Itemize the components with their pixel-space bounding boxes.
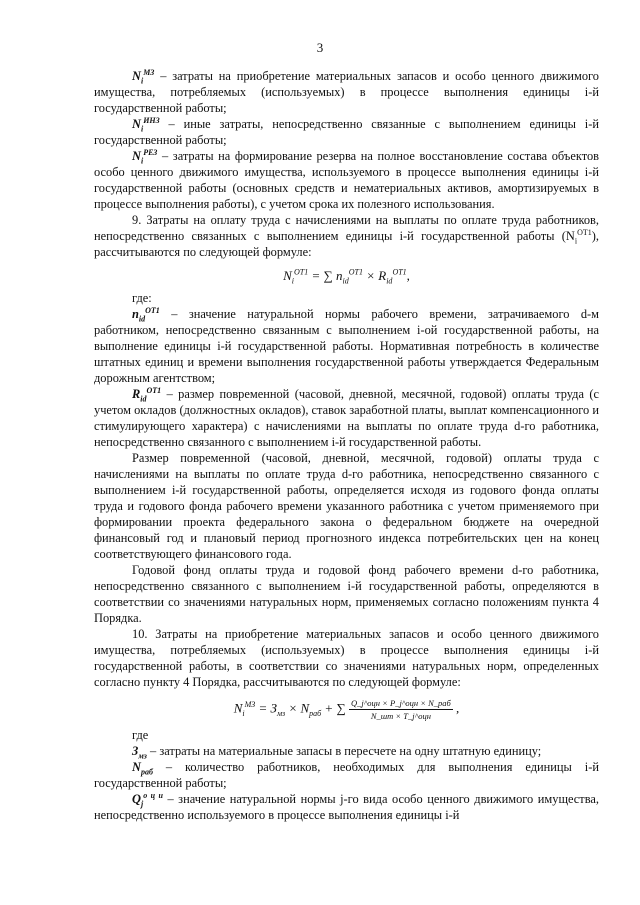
symbol: $Q_j^{о ц и}$ (132, 790, 163, 809)
definition-n-rab: $N_{раб}$ – количество работников, необходимых для выполнения единицы i-й государственной работы; (94, 760, 599, 790)
symbol: $N_i^{РЕЗ}$ (132, 147, 158, 166)
formula-mz: $N_i^{МЗ} = З_{мз} \times N_{раб}$ + ∑ $\frac{\text{Q\_j\textasciicircum{}оцн × P\_j\textasciicircum{}оцн × N\_раб}}{\text{N\_шт × T\_j\textasciicircum{}оцн}}$ , (233, 698, 460, 721)
where-label: где: (132, 291, 152, 305)
symbol: $n_{id}^{OT1}$ (132, 305, 160, 324)
symbol: $N_{раб}$ (132, 760, 153, 777)
definition-ninz: $N_i^{ИНЗ}$ – иные затраты, непосредственно связанные с выполнением единицы i-й государственной работы; (94, 115, 599, 147)
paragraph-annual-fund: Годовой фонд оплаты труда и годовой фонд рабочего времени d-го работника, непосредственно связанного с выполнением i-й государственной работы, определяются в соответствии со значениями натуральных норм, применяемых согласно положениям пункта 4 Порядка. (94, 563, 599, 625)
definition-n-id: $n_{id}^{OT1}$ – значение натуральной нормы рабочего времени, затрачиваемого d-м работником, непосредственно связанным с выполнением i-ой государственной работы, на выполнение единицы i-й государственной работы. Нормативная потребность в количестве штатных единиц и времени выполнения государственной работы утверждается Федеральным дорожным агентством; (94, 305, 599, 385)
fraction-numerator: Q_j^оцн × P_j^оцн × N_раб (350, 698, 451, 708)
symbol: $R_{id}^{OT1}$ (132, 385, 162, 404)
page-number: 3 (316, 40, 324, 55)
symbol: $N_i^{МЗ}$ (132, 67, 155, 86)
document-body (94, 68, 599, 823)
symbol: $N_i^{ИНЗ}$ (132, 115, 160, 134)
symbol: $З_{мз}$ (132, 744, 147, 761)
definition-q-j: $Q_j^{о ц и}$ – значение натуральной нормы j-го вида особо ценного движимого имущества, непосредственно используемого в процессе выполнения единицы i-й (94, 790, 599, 822)
fraction (349, 698, 453, 721)
paragraph-9: 9. Затраты на оплату труда с начислениями на выплаты по оплате труда работников, непосредственно связанных с выполнением единицы i-й государственной работы $(N_i^{ОТ1})$, рассчитываются по следующей формуле: (94, 213, 599, 259)
formula-ot1: $N_i^{OT1}$ = ∑ $n_{id}^{OT1} \times R_{id}^{OT1}$, (283, 267, 410, 286)
fraction-denominator: N_шт × T_j^оцн (370, 711, 431, 721)
where-label-2: где (132, 728, 149, 742)
paragraph-salary-size: Размер повременной (часовой, дневной, месячной, годовой) оплаты труда с начислениями на выплаты по оплате труда d-го работника, непосредственно связанного с выполнением i-й государственной работы, определяется исходя из годового фонда оплаты труда и годового фонда рабочего времени указанного работника с учетом применяемого при формировании проекта федерального закона о федеральном бюджете на очередной финансовый год и плановый период прогнозного индекса потребительских цен на конец соответствующего финансового года. (94, 451, 599, 561)
definition-z-mz: $З_{мз}$ – затраты на материальные запасы в пересчете на одну штатную единицу; (132, 744, 542, 761)
definition-r-id: $R_{id}^{OT1}$ – размер повременной (часовой, дневной, месячной, годовой) оплаты труда (с учетом окладов (должностных окладов), ставок заработной платы, выплат компенсационного и стимулирующего характера) с начислениями на выплаты по оплате труда d-го работника, непосредственно связанного с выполнением i-й государственной работы. (94, 385, 599, 449)
definition-nmz: $N_i^{МЗ}$ – затраты на приобретение материальных запасов и особо ценного движимого имущества, потребляемых (используемых) в процессе выполнения единицы i-й государственной работы; (94, 67, 599, 115)
paragraph-10: 10. Затраты на приобретение материальных запасов и особо ценного движимого имущества, потребляемых (используемых) в процессе выполнения единицы i-й государственной работы, в соответствии со значениями натуральных норм, определенных согласно пункту 4 Порядка, рассчитываются по следующей формуле: (94, 627, 599, 689)
definition-nrez: $N_i^{РЕЗ}$ – затраты на формирование резерва на полное восстановление состава объектов особо ценного движимого имущества, используемого в процессе выполнения единицы i-й государственной работы (основных средств и нематериальных активов, амортизируемых в процессе выполнения работы), с учетом срока их полезного использования. (94, 147, 599, 211)
